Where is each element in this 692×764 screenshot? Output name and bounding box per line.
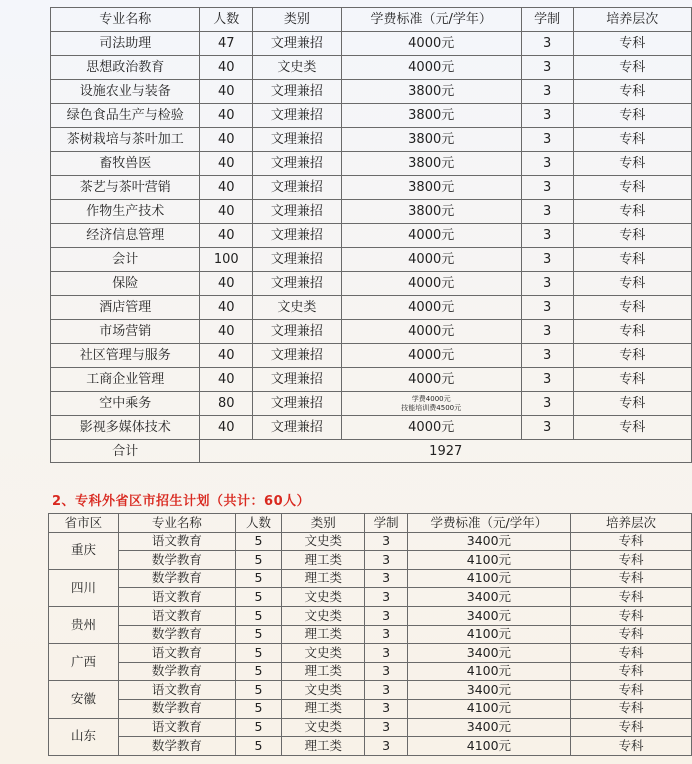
major-name-cell: 空中乘务	[51, 392, 200, 416]
count-cell: 40	[200, 368, 253, 392]
table-header-row	[49, 514, 692, 533]
province-cell: 山东	[49, 718, 119, 755]
header-province: 省市区	[49, 514, 119, 533]
count-cell: 5	[236, 718, 282, 737]
total-row	[51, 440, 692, 463]
major-name-cell: 社区管理与服务	[51, 344, 200, 368]
level-cell: 专科	[573, 32, 691, 56]
fee-cell: 4000元	[341, 248, 521, 272]
fee-cell: 4000元	[341, 32, 521, 56]
level-cell: 专科	[573, 368, 691, 392]
type-cell: 文理兼招	[253, 392, 342, 416]
major-name-cell: 数学教育	[118, 662, 235, 681]
type-cell: 文史类	[281, 681, 364, 700]
major-name-cell: 语文教育	[118, 532, 235, 551]
fee-cell: 4100元	[407, 662, 570, 681]
count-cell: 5	[236, 681, 282, 700]
table-row	[49, 681, 692, 700]
fee-cell	[341, 392, 521, 416]
level-cell: 专科	[573, 272, 691, 296]
major-name-cell: 会计	[51, 248, 200, 272]
in-province-plan-table	[50, 7, 692, 463]
years-cell: 3	[521, 320, 573, 344]
level-cell: 专科	[573, 224, 691, 248]
count-cell: 40	[200, 224, 253, 248]
fee-cell: 4000元	[341, 368, 521, 392]
fee-cell: 3800元	[341, 80, 521, 104]
level-cell: 专科	[571, 532, 692, 551]
level-cell: 专科	[573, 344, 691, 368]
table-row	[51, 368, 692, 392]
major-name-cell: 语文教育	[118, 588, 235, 607]
section-2-title: 2、专科外省区市招生计划（共计：60人）	[52, 494, 311, 509]
table-row	[51, 320, 692, 344]
count-cell: 5	[236, 662, 282, 681]
years-cell: 3	[521, 272, 573, 296]
type-cell: 文理兼招	[253, 104, 342, 128]
fee-cell: 4100元	[407, 625, 570, 644]
fee-cell: 4000元	[341, 224, 521, 248]
major-name-cell: 数学教育	[118, 737, 235, 756]
type-cell: 理工类	[281, 551, 364, 570]
type-cell: 文理兼招	[253, 32, 342, 56]
level-cell: 专科	[573, 104, 691, 128]
table-row	[51, 392, 692, 416]
years-cell: 3	[365, 737, 407, 756]
count-cell: 5	[236, 569, 282, 588]
major-name-cell: 司法助理	[51, 32, 200, 56]
fee-cell: 3800元	[341, 200, 521, 224]
major-name-cell: 市场营销	[51, 320, 200, 344]
years-cell: 3	[521, 344, 573, 368]
type-cell: 文史类	[253, 296, 342, 320]
major-name-cell: 影视多媒体技术	[51, 416, 200, 440]
table-row	[51, 104, 692, 128]
fee-cell: 3400元	[407, 606, 570, 625]
type-cell: 文理兼招	[253, 128, 342, 152]
count-cell: 40	[200, 416, 253, 440]
header-years: 学制	[365, 514, 407, 533]
level-cell: 专科	[573, 392, 691, 416]
major-name-cell: 经济信息管理	[51, 224, 200, 248]
header-type: 类别	[281, 514, 364, 533]
type-cell: 文理兼招	[253, 224, 342, 248]
header-level: 培养层次	[573, 8, 691, 32]
table-row	[49, 644, 692, 663]
fee-cell: 3800元	[341, 176, 521, 200]
table-row	[51, 32, 692, 56]
major-name-cell: 思想政治教育	[51, 56, 200, 80]
years-cell: 3	[521, 128, 573, 152]
years-cell: 3	[365, 551, 407, 570]
years-cell: 3	[365, 681, 407, 700]
header-level: 培养层次	[571, 514, 692, 533]
years-cell: 3	[521, 392, 573, 416]
years-cell: 3	[365, 644, 407, 663]
fee-cell: 3800元	[341, 104, 521, 128]
table-row	[51, 56, 692, 80]
years-cell: 3	[521, 200, 573, 224]
type-cell: 文理兼招	[253, 176, 342, 200]
major-name-cell: 保险	[51, 272, 200, 296]
major-name-cell: 语文教育	[118, 718, 235, 737]
table-row	[49, 737, 692, 756]
header-count: 人数	[236, 514, 282, 533]
level-cell: 专科	[571, 588, 692, 607]
count-cell: 80	[200, 392, 253, 416]
level-cell: 专科	[573, 176, 691, 200]
province-cell: 四川	[49, 569, 119, 606]
type-cell: 理工类	[281, 569, 364, 588]
table-row	[51, 248, 692, 272]
count-cell: 40	[200, 200, 253, 224]
fee-cell: 3400元	[407, 718, 570, 737]
type-cell: 文理兼招	[253, 368, 342, 392]
header-type: 类别	[253, 8, 342, 32]
count-cell: 40	[200, 176, 253, 200]
count-cell: 40	[200, 272, 253, 296]
type-cell: 文理兼招	[253, 272, 342, 296]
major-name-cell: 酒店管理	[51, 296, 200, 320]
years-cell: 3	[365, 625, 407, 644]
years-cell: 3	[521, 368, 573, 392]
count-cell: 40	[200, 320, 253, 344]
level-cell: 专科	[573, 320, 691, 344]
table-row	[49, 569, 692, 588]
years-cell: 3	[521, 176, 573, 200]
major-name-cell: 数学教育	[118, 569, 235, 588]
table-row	[51, 272, 692, 296]
years-cell: 3	[521, 296, 573, 320]
type-cell: 文史类	[281, 644, 364, 663]
years-cell: 3	[521, 152, 573, 176]
table-row	[51, 296, 692, 320]
major-name-cell: 绿色食品生产与检验	[51, 104, 200, 128]
level-cell: 专科	[571, 699, 692, 718]
years-cell: 3	[365, 662, 407, 681]
type-cell: 文理兼招	[253, 416, 342, 440]
table-row	[51, 344, 692, 368]
table-row	[49, 718, 692, 737]
type-cell: 文史类	[281, 606, 364, 625]
table-row	[51, 80, 692, 104]
type-cell: 理工类	[281, 699, 364, 718]
table-row	[49, 625, 692, 644]
major-name-cell: 设施农业与装备	[51, 80, 200, 104]
table-row	[51, 416, 692, 440]
count-cell: 5	[236, 551, 282, 570]
count-cell: 5	[236, 532, 282, 551]
level-cell: 专科	[571, 606, 692, 625]
table-row	[49, 532, 692, 551]
count-cell: 40	[200, 296, 253, 320]
total-label: 合计	[51, 440, 200, 463]
years-cell: 3	[365, 569, 407, 588]
table-row	[51, 152, 692, 176]
table-row	[51, 200, 692, 224]
type-cell: 文史类	[281, 718, 364, 737]
header-fee: 学费标准（元/学年）	[341, 8, 521, 32]
count-cell: 40	[200, 344, 253, 368]
level-cell: 专科	[573, 56, 691, 80]
fee-cell: 4100元	[407, 569, 570, 588]
major-name-cell: 语文教育	[118, 644, 235, 663]
level-cell: 专科	[573, 128, 691, 152]
fee-cell: 4000元	[341, 320, 521, 344]
years-cell: 3	[365, 588, 407, 607]
level-cell: 专科	[571, 569, 692, 588]
count-cell: 5	[236, 644, 282, 663]
major-name-cell: 语文教育	[118, 606, 235, 625]
level-cell: 专科	[571, 644, 692, 663]
years-cell: 3	[521, 80, 573, 104]
years-cell: 3	[365, 699, 407, 718]
count-cell: 5	[236, 699, 282, 718]
table-row	[51, 224, 692, 248]
level-cell: 专科	[573, 248, 691, 272]
years-cell: 3	[521, 224, 573, 248]
count-cell: 40	[200, 128, 253, 152]
count-cell: 100	[200, 248, 253, 272]
fee-cell: 3400元	[407, 588, 570, 607]
fee-cell: 4000元	[341, 344, 521, 368]
type-cell: 文理兼招	[253, 320, 342, 344]
fee-line-training: 技能培训费4500元	[401, 403, 462, 412]
table-row	[49, 699, 692, 718]
type-cell: 理工类	[281, 662, 364, 681]
major-name-cell: 数学教育	[118, 551, 235, 570]
major-name-cell: 畜牧兽医	[51, 152, 200, 176]
province-cell: 贵州	[49, 606, 119, 643]
type-cell: 文史类	[281, 588, 364, 607]
table-row	[49, 588, 692, 607]
fee-cell: 4000元	[341, 56, 521, 80]
years-cell: 3	[365, 718, 407, 737]
table-header-row	[51, 8, 692, 32]
count-cell: 40	[200, 56, 253, 80]
level-cell: 专科	[573, 80, 691, 104]
level-cell: 专科	[571, 551, 692, 570]
fee-cell: 3800元	[341, 128, 521, 152]
major-name-cell: 作物生产技术	[51, 200, 200, 224]
level-cell: 专科	[571, 662, 692, 681]
count-cell: 5	[236, 588, 282, 607]
province-cell: 重庆	[49, 532, 119, 569]
years-cell: 3	[521, 32, 573, 56]
header-years: 学制	[521, 8, 573, 32]
table-row	[49, 551, 692, 570]
header-major: 专业名称	[51, 8, 200, 32]
header-major: 专业名称	[118, 514, 235, 533]
type-cell: 文理兼招	[253, 248, 342, 272]
level-cell: 专科	[571, 625, 692, 644]
fee-cell: 3400元	[407, 681, 570, 700]
years-cell: 3	[365, 606, 407, 625]
fee-cell: 3400元	[407, 532, 570, 551]
level-cell: 专科	[573, 296, 691, 320]
type-cell: 理工类	[281, 625, 364, 644]
type-cell: 文理兼招	[253, 200, 342, 224]
fee-cell: 3400元	[407, 644, 570, 663]
fee-cell: 3800元	[341, 152, 521, 176]
level-cell: 专科	[571, 681, 692, 700]
table-row	[51, 176, 692, 200]
years-cell: 3	[521, 416, 573, 440]
header-fee: 学费标准（元/学年）	[407, 514, 570, 533]
count-cell: 5	[236, 625, 282, 644]
fee-cell: 4000元	[341, 272, 521, 296]
header-count: 人数	[200, 8, 253, 32]
level-cell: 专科	[571, 737, 692, 756]
table-row	[49, 662, 692, 681]
count-cell: 5	[236, 606, 282, 625]
count-cell: 5	[236, 737, 282, 756]
type-cell: 文理兼招	[253, 152, 342, 176]
years-cell: 3	[521, 56, 573, 80]
level-cell: 专科	[573, 152, 691, 176]
level-cell: 专科	[571, 718, 692, 737]
fee-cell: 4000元	[341, 416, 521, 440]
total-value: 1927	[200, 440, 692, 463]
years-cell: 3	[521, 104, 573, 128]
count-cell: 40	[200, 104, 253, 128]
type-cell: 文理兼招	[253, 344, 342, 368]
type-cell: 理工类	[281, 737, 364, 756]
count-cell: 47	[200, 32, 253, 56]
type-cell: 文史类	[253, 56, 342, 80]
major-name-cell: 数学教育	[118, 625, 235, 644]
type-cell: 文史类	[281, 532, 364, 551]
years-cell: 3	[365, 532, 407, 551]
major-name-cell: 工商企业管理	[51, 368, 200, 392]
fee-cell: 4100元	[407, 737, 570, 756]
fee-cell: 4100元	[407, 699, 570, 718]
fee-cell: 4100元	[407, 551, 570, 570]
major-name-cell: 茶树栽培与茶叶加工	[51, 128, 200, 152]
fee-line-tuition: 学费4000元	[411, 394, 451, 403]
major-name-cell: 茶艺与茶叶营销	[51, 176, 200, 200]
province-cell: 广西	[49, 644, 119, 681]
table-row	[49, 606, 692, 625]
major-name-cell: 数学教育	[118, 699, 235, 718]
count-cell: 40	[200, 80, 253, 104]
type-cell: 文理兼招	[253, 80, 342, 104]
level-cell: 专科	[573, 200, 691, 224]
count-cell: 40	[200, 152, 253, 176]
out-of-province-plan-table	[48, 513, 692, 756]
table-row	[51, 128, 692, 152]
major-name-cell: 语文教育	[118, 681, 235, 700]
fee-cell: 4000元	[341, 296, 521, 320]
years-cell: 3	[521, 248, 573, 272]
province-cell: 安徽	[49, 681, 119, 718]
level-cell: 专科	[573, 416, 691, 440]
